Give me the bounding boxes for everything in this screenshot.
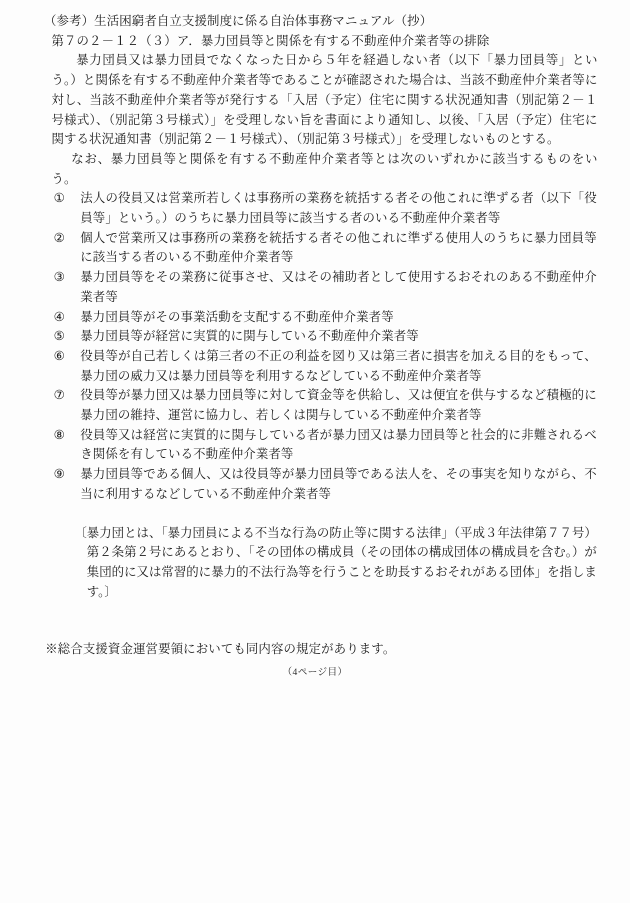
definition-note-bracket: 〔 [74,525,87,540]
list-item-marker: ⑦ [53,388,65,403]
list-item [44,347,600,386]
reference-line: （参考）生活困窮者自立支援制度に係る自治体事務マニュアル（抄） [44,14,433,28]
asterisk-note: ※総合支援資金運営要領においても同内容の規定があります。 [45,642,396,657]
list-item-text: 暴力団員等がその事業活動を支配する不動産仲介業者等 [80,309,394,324]
definition-note-text: 暴力団とは、「暴力団員による不当な行為の防止等に関する法律」（平成３年法律第７７号）第２条第２号にあるとおり、「その団体の構成員（その団体の構成団体の構成員を含む。）が集団的に又は常習的に暴力的不法行為等を行うことを助長するおそれがある団体」を指します。〕 [86,525,597,599]
definition-note [44,524,600,603]
list-item [44,268,600,307]
list-item-marker: ⑤ [53,329,65,344]
list-item-marker: ④ [53,309,65,324]
list-item-text: 法人の役員又は営業所若しくは事務所の業務を統括する者その他これに準ずる者（以下「役員等」という。）のうちに暴力団員等に該当する者のいる不動産仲介業者等 [80,191,597,226]
list-item-text: 暴力団員等が経営に実質的に関与している不動産仲介業者等 [80,329,419,344]
list-item-marker: ③ [53,270,65,285]
page-number-footer: （4ページ目） [282,667,348,678]
list-item-marker: ⑥ [53,348,65,363]
body-paragraph-1: 暴力団員又は暴力団員でなくなった日から５年を経過しない者（以下「暴力団員等」という。）と関係を有する不動産仲介業者等であることが確認された場合は、当該不動産仲介業者等に対し、当該不動産仲介業者等が発行する「入居（予定）住宅に関する状況通知書（別記第２－１号様式）、（別記第３号様式）」を受理しない旨を書面により通知し、以後、「入居（予定）住宅に関する状況通知書（別記第２－１号様式）、（別記第３号様式）」を受理しないものとする。 [51,53,598,147]
list-item-text: 役員等が自己若しくは第三者の不正の利益を図り又は第三者に損害を加える目的をもって、暴力団の威力又は暴力団員等を利用するなどしている不動産仲介業者等 [80,348,597,383]
section-heading: 第７の２－１２（３）ア．暴力団員等と関係を有する不動産仲介業者等の排除 [51,33,490,48]
list-item-text: 暴力団員等をその業務に従事させ、又はその補助者として使用するおそれのある不動産仲介業者等 [80,270,597,304]
list-item-marker: ② [53,230,65,245]
list-item [44,426,600,465]
list-item [44,386,600,425]
list-item-text: 暴力団員等である個人、又は役員等が暴力団員等である法人を、その事実を知りながら、不当に利用するなどしている不動産仲介業者等 [80,467,597,501]
list-item-text: 役員等が暴力団又は暴力団員等に対して資金等を供給し、又は便宜を供与するなど積極的に暴力団の維持、運営に協力し、若しくは関与している不動産仲介業者等 [80,388,597,423]
list-item-marker: ⑨ [53,467,65,482]
body-paragraph-2: なお、暴力団員等と関係を有する不動産仲介業者等とは次のいずれかに該当するものをいう。 [51,151,598,186]
list-item [44,465,600,504]
list-item [44,229,600,268]
list-item [44,189,600,228]
list-item-marker: ⑧ [53,427,65,442]
list-item [44,308,600,328]
list-item-marker: ① [53,191,65,206]
numbered-list [44,189,600,504]
list-item [44,327,600,347]
list-item-text: 役員等又は経営に実質的に関与している者が暴力団又は暴力団員等と社会的に非難されるべき関係を有している不動産仲介業者等 [80,427,597,462]
list-item-text: 個人で営業所又は事務所の業務を統括する者その他これに準ずる使用人のうちに暴力団員等に該当する者のいる不動産仲介業者等 [80,230,597,265]
